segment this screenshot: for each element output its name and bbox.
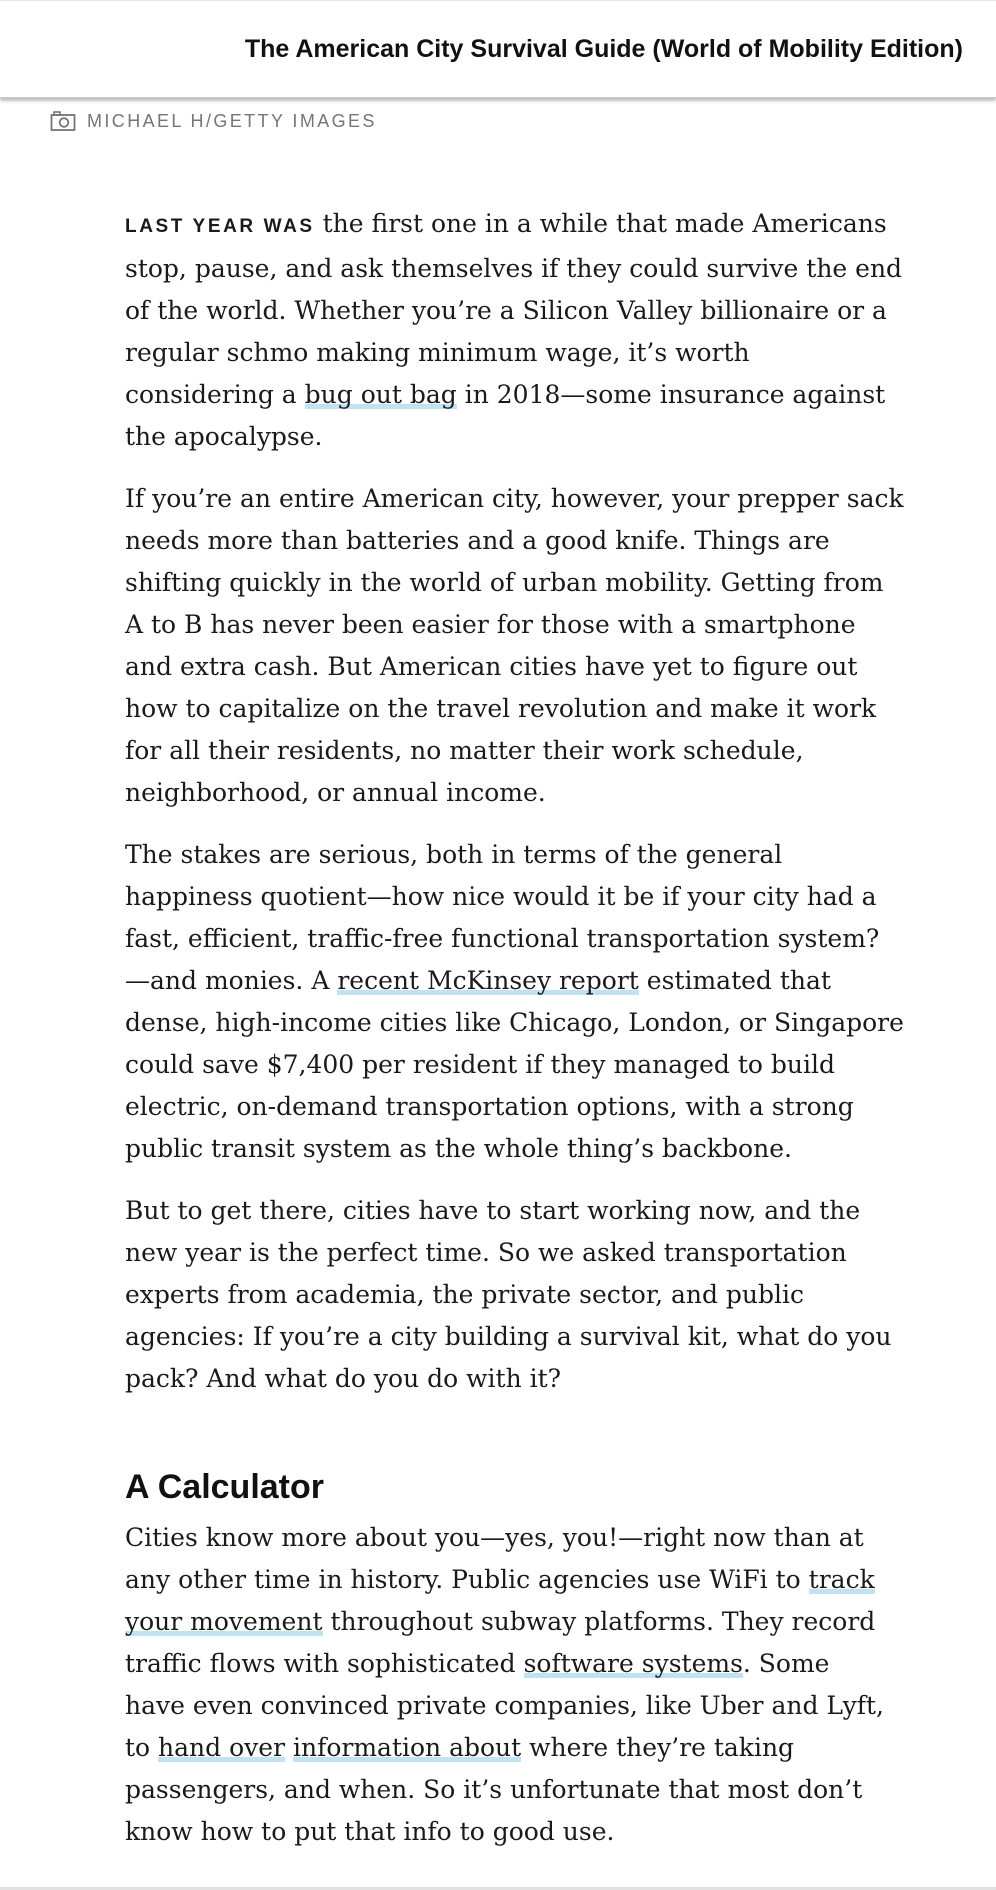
paragraph-prepper-sack (125, 478, 935, 814)
text-line: the apocalypse. (125, 422, 323, 451)
article-body (125, 203, 935, 1873)
link-mckinsey-report[interactable]: recent McKinsey report (337, 966, 639, 995)
text-line: neighborhood, or annual income. (125, 778, 546, 807)
paragraph-calculator (125, 1517, 935, 1853)
text-line: —and monies. A (125, 966, 338, 995)
paragraph-intro (125, 203, 935, 458)
text-line: fast, efficient, traffic-free functional transportation system? (125, 924, 880, 953)
text-line: passengers, and when. So it’s unfortunate that most don’t (125, 1775, 863, 1804)
text-line: agencies: If you’re a city building a survival kit, what do you (125, 1322, 892, 1351)
text-line: Cities know more about you—yes, you!—right now than at (125, 1523, 864, 1552)
text-line: public transit system as the whole thing’s backbone. (125, 1134, 792, 1163)
text-line: . Some (742, 1649, 830, 1678)
link-information-about[interactable]: information about (292, 1733, 522, 1762)
text-line: shifting quickly in the world of urban mobility. Getting from (125, 568, 884, 597)
text-line: experts from academia, the private sector, and public (125, 1280, 805, 1309)
photo-credit-text: MICHAEL H/GETTY IMAGES (87, 110, 377, 131)
text-line: needs more than batteries and a good knife. Things are (125, 526, 830, 555)
text-line: If you’re an entire American city, however, your prepper sack (125, 484, 904, 513)
text-line: know how to put that info to good use. (125, 1817, 615, 1846)
text-line: stop, pause, and ask themselves if they could survive the end (125, 254, 903, 283)
text-line: in 2018—some insurance against (456, 380, 886, 409)
text-line: considering a (125, 380, 305, 409)
text-line: the first one in a while that made Americans (314, 209, 887, 238)
link-track-your-movement[interactable]: track (808, 1565, 875, 1594)
paragraph-get-there (125, 1190, 935, 1400)
text-line: happiness quotient—how nice would it be if your city had a (125, 882, 877, 911)
text-line (285, 1733, 293, 1762)
link-bug-out-bag[interactable]: bug out bag (304, 380, 457, 409)
text-line: But to get there, cities have to start working now, and the (125, 1196, 861, 1225)
photo-credit (50, 110, 377, 132)
text-line: The stakes are serious, both in terms of the general (125, 840, 783, 869)
link-software-systems[interactable]: software systems (523, 1649, 743, 1678)
text-line: estimated that (638, 966, 831, 995)
text-line: dense, high-income cities like Chicago, London, or Singapore (125, 1008, 904, 1037)
text-line: pack? And what do you do with it? (125, 1364, 562, 1393)
text-line: regular schmo making minimum wage, it’s worth (125, 338, 750, 367)
text-line: traffic flows with sophisticated (125, 1649, 524, 1678)
link-track-your-movement-cont[interactable]: your movement (125, 1607, 323, 1636)
lead-in: LAST YEAR WAS (125, 216, 315, 237)
text-line: any other time in history. Public agencies use WiFi to (125, 1565, 809, 1594)
text-line: A to B has never been easier for those with a smartphone (125, 610, 856, 639)
text-line: new year is the perfect time. So we asked transportation (125, 1238, 847, 1267)
camera-icon (50, 110, 76, 132)
text-line: throughout subway platforms. They record (322, 1607, 876, 1636)
top-header-bar (0, 0, 996, 98)
text-line: to (125, 1733, 159, 1762)
header-title[interactable]: The American City Survival Guide (World of Mobility Edition) (244, 35, 963, 63)
text-line: of the world. Whether you’re a Silicon Valley billionaire or a (125, 296, 887, 325)
text-line: for all their residents, no matter their work schedule, (125, 736, 804, 765)
text-line: have even convinced private companies, like Uber and Lyft, (125, 1691, 884, 1720)
paragraph-stakes (125, 834, 935, 1170)
text-line: where they’re taking (521, 1733, 795, 1762)
text-line: and extra cash. But American cities have yet to figure out (125, 652, 858, 681)
section-heading-calculator: A Calculator (125, 1468, 325, 1506)
link-hand-over[interactable]: hand over (158, 1733, 286, 1762)
text-line: how to capitalize on the travel revolution and make it work (125, 694, 877, 723)
text-line: electric, on-demand transportation options, with a strong (125, 1092, 854, 1121)
text-line: could save $7,400 per resident if they managed to build (125, 1050, 835, 1079)
